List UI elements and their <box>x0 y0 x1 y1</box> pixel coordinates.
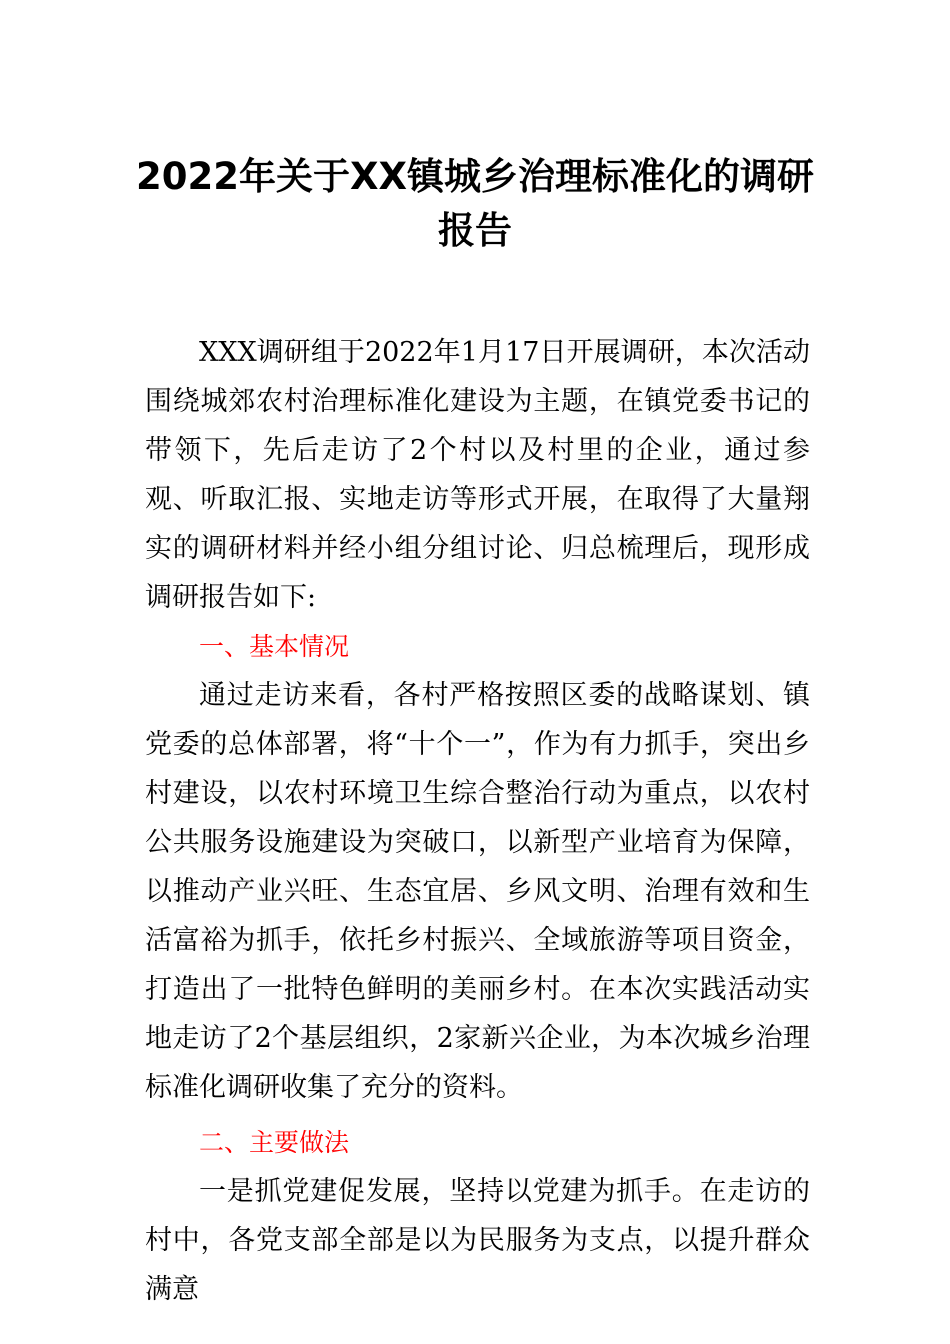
document-body <box>145 328 810 1314</box>
section-paragraph-basic-situation: 通过走访来看，各村严格按照区委的战略谋划、镇党委的总体部署，将“十个一”，作为有力抓手，突出乡村建设，以农村环境卫生综合整治行动为重点，以农村公共服务设施建设为突破口，以新型产业培育为保障，以推动产业兴旺、生态宜居、乡风文明、治理有效和生活富裕为抓手，依托乡村振兴、全域旅游等项目资金，打造出了一批特色鲜明的美丽乡村。在本次实践活动实地走访了2个基层组织，2家新兴企业，为本次城乡治理标准化调研收集了充分的资料。 <box>145 680 810 1103</box>
document-title: 2022年关于XX镇城乡治理标准化的调研报告 <box>135 155 815 252</box>
intro-paragraph: XXX调研组于2022年1月17日开展调研，本次活动围绕城郊农村治理标准化建设为主题，在镇党委书记的带领下，先后走访了2个村以及村里的企业，通过参观、听取汇报、实地走访等形式开展，在取得了大量翔实的调研材料并经小组分组讨论、归总梳理后，现形成调研报告如下: <box>145 337 810 613</box>
section-heading-basic-situation: 一、基本情况 <box>199 632 350 661</box>
section-heading-main-practices: 二、主要做法 <box>199 1128 350 1157</box>
section-paragraph-main-practices: 一是抓党建促发展，坚持以党建为抓手。在走访的村中，各党支部全部是以为民服务为支点，以提升群众满意 <box>145 1176 810 1305</box>
